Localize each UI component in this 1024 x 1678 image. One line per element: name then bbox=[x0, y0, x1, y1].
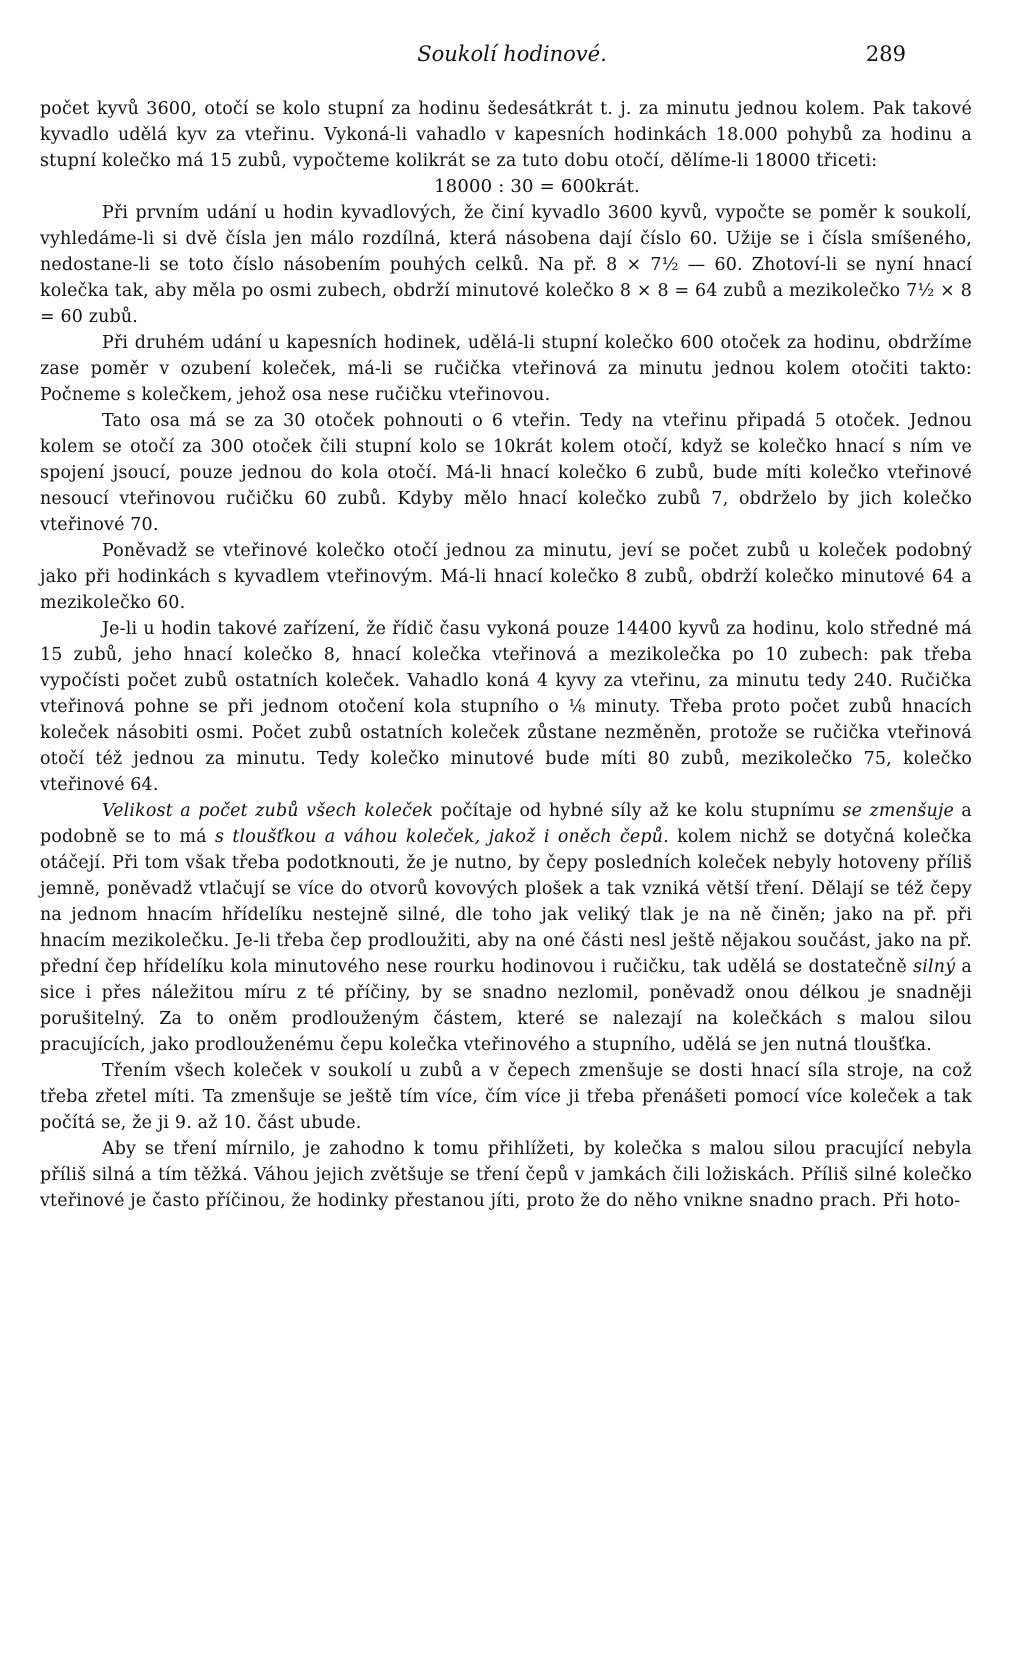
paragraph-9: Aby se tření mírnilo, je zahodno k tomu přihlížeti, by kolečka s malou silou pracující nebyla příliš silná a tím těžká. Váhou jejich zvětšuje se tření čepů v jamkách čili ložiskách. Příliš silné kolečko vteřinové je často příčinou, že hodinky přestanou jíti, proto že do něho vnikne snadno prach. Při hoto- bbox=[40, 1139, 972, 1211]
paragraph-8: Třením všech koleček v soukolí u zubů a v čepech zmenšuje se dosti hnací síla stroje, na což třeba zřetel míti. Ta zmenšuje se ještě tím více, čím více ji třeba přenášeti pomocí více koleček a tak počítá se, že ji 9. až 10. část ubude. bbox=[40, 1061, 972, 1133]
paragraph-5: Poněvadž se vteřinové kolečko otočí jednou za minutu, jeví se počet zubů u koleček podobný jako při hodinkách s kyvadlem vteřinovým. Má-li hnací kolečko 8 zubů, obdrží kolečko minutové 64 a mezikolečko 60. bbox=[40, 541, 972, 613]
text-span: a sice i přes náležitou míru z té příčiny, by se snadno nezlomil, poněvadž onou délkou je snadněji porušitelný. Za to oněm prodlouženým částem, které se nalezají na kolečkách s malou silou pracujících, jako prodlouženému čepu kolečka vteřinového a stupního, udělá se jen nutná tloušťka. bbox=[40, 957, 972, 1055]
page-header bbox=[0, 42, 1024, 72]
page-body bbox=[40, 96, 972, 1214]
text-span: a podobně se to má bbox=[40, 801, 972, 847]
italic-zmensuje: se zmenšuje bbox=[842, 801, 955, 821]
italic-silny: silný bbox=[913, 957, 956, 977]
paragraph-7 bbox=[40, 798, 972, 1058]
page-number: 289 bbox=[865, 42, 906, 66]
formula: 18000 : 30 = 600krát. bbox=[434, 176, 640, 197]
paragraph-2: Při prvním udání u hodin kyvadlových, že činí kyvadlo 3600 kyvů, vypočte se poměr k soukolí, vyhledáme-li si dvě čísla jen málo rozdílná, která násobena dají číslo 60. Užije se i čísla smíšeného, nedostane-li se toto číslo násobením pouhých celků. Na př. 8 × 7½ — 60. Zhotoví-li se nyní hnací kolečka tak, aby měla po osmi zubech, obdrží minutové kolečko 8 × 8 = 64 zubů a mezikolečko 7½ × 8 = 60 zubů. bbox=[40, 203, 972, 327]
paragraph-4: Tato osa má se za 30 otoček pohnouti o 6 vteřin. Tedy na vteřinu připadá 5 otoček. Jednou kolem se otočí za 300 otoček čili stupní kolo se 10krát kolem otočí, když se kolečko hnací s ním ve spojení jsoucí, pouze jednou do kola otočí. Má-li hnací kolečko 6 zubů, bude míti kolečko vteřinové nesoucí vteřinovou ručičku 60 zubů. Kdyby mělo hnací kolečko zubů 7, obdrželo by jich kolečko vteřinové 70. bbox=[40, 411, 972, 535]
italic-tloustkou: s tloušťkou a váhou koleček, jakož i oněch čepů. bbox=[214, 827, 669, 847]
paragraph-3: Při druhém udání u kapesních hodinek, udělá-li stupní kolečko 600 otoček za hodinu, obdržíme zase poměr v ozubení koleček, má-li se ručička vteřinová za minutu jednou kolem otočiti takto: Počneme s kolečkem, jehož osa nese ručičku vteřinovou. bbox=[40, 333, 972, 405]
italic-velikost: Velikost a počet zubů všech koleček bbox=[102, 801, 434, 821]
paragraph-6: Je-li u hodin takové zařízení, že řídič času vykoná pouze 14400 kyvů za hodinu, kolo středné má 15 zubů, jeho hnací kolečko 8, hnací kolečka vteřinová a mezikolečka po 10 zubech: pak třeba vypočísti počet zubů ostatních koleček. Vahadlo koná 4 kyvy za vteřinu, za minutu tedy 240. Ručička vteřinová pohne se při jednom otočení kola stupního o ⅛ minuty. Třeba proto počet zubů hnacích koleček násobiti osmi. Počet zubů ostatních koleček zůstane nezměněn, protože se ručička vteřinová otočí též jednou za minutu. Tedy kolečko minutové bude míti 80 zubů, mezikolečko 75, kolečko vteřinové 64. bbox=[40, 619, 972, 795]
running-head: Soukolí hodinové. bbox=[417, 42, 607, 66]
text-span: počítaje od hybné síly až ke kolu stupnímu bbox=[440, 801, 836, 821]
text-span: kolem nichž se dotyčná kolečka otáčejí. Při tom však třeba podotknouti, že je nutno, by čepy posledních koleček nebyly hotoveny příliš jemně, poněvadž vtlačují se více do otvorů kovových plošek a tak vzniká větší tření. Dělají se též čepy na jednom hnacím hřídelíku nestejně silné, dle toho jak veliký tlak je na ně činěn; jako na př. při hnacím mezikolečku. Je-li třeba čep prodloužiti, aby na oné části nesl ještě nějakou součást, jako na př. přední čep hřídelíku kola minutového nese rourku hodinovou i ručičku, tak udělá se dostatečně bbox=[40, 827, 972, 977]
paragraph-1: počet kyvů 3600, otočí se kolo stupní za hodinu šedesátkrát t. j. za minutu jednou kolem. Pak takové kyvadlo udělá kyv za vteřinu. Vykoná-li vahadlo v kapesních hodinkách 18.000 pohybů za hodinu a stupní kolečko má 15 zubů, vypočteme kolikrát se za tuto dobu otočí, dělíme-li 18000 třiceti: bbox=[40, 99, 972, 171]
